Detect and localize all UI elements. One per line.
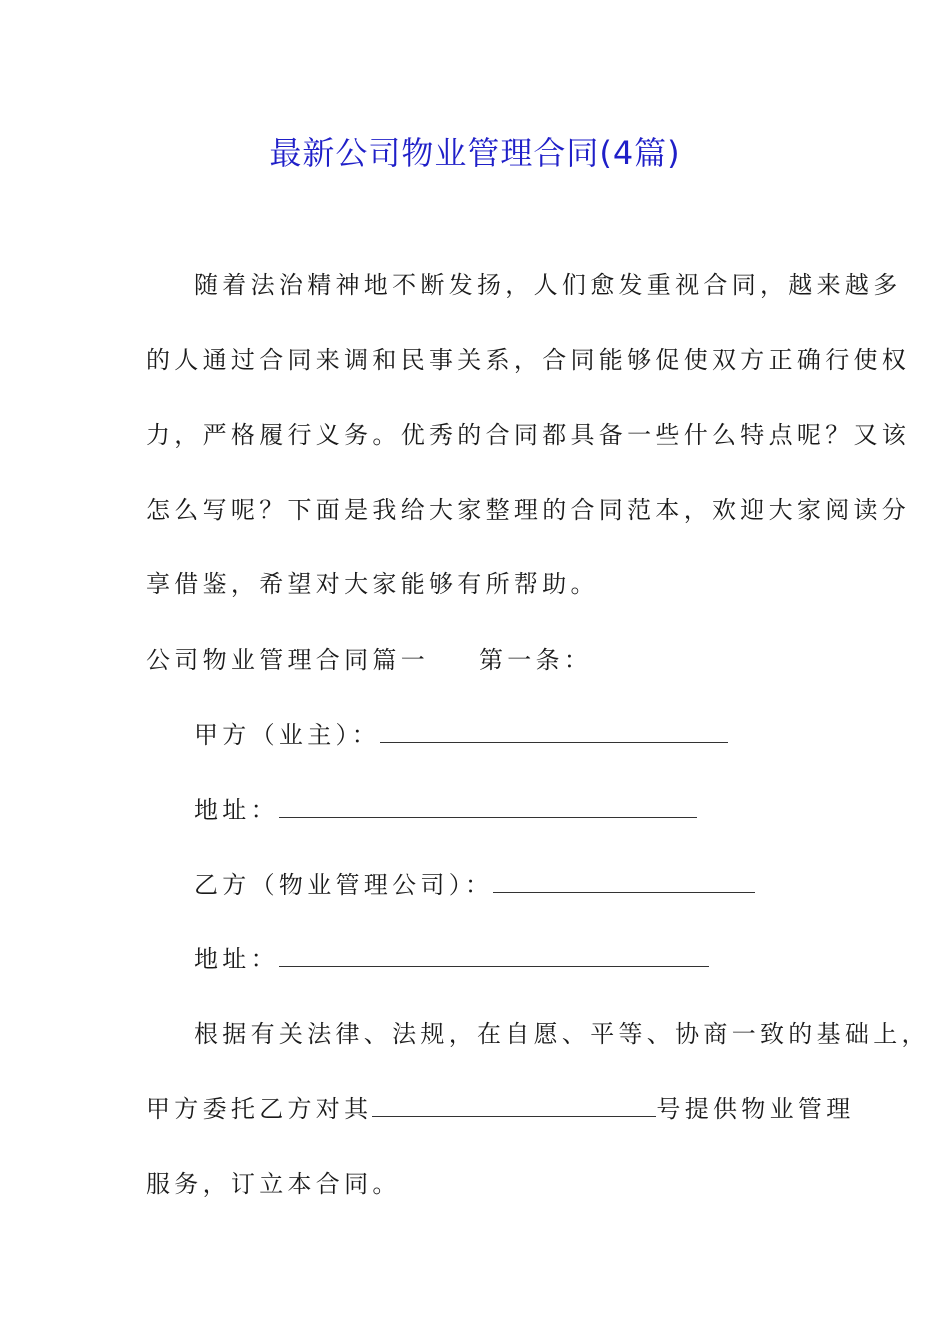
property-blank — [372, 1094, 656, 1117]
intro-line-3: 力，严格履行义务。优秀的合同都具备一些什么特点呢？又该 — [146, 421, 911, 449]
party-a-label: 甲方（业主）： — [194, 721, 381, 749]
party-a-address-row — [194, 793, 697, 827]
intro-line-4: 怎么写呢？下面是我给大家整理的合同范本，欢迎大家阅读分 — [146, 496, 911, 524]
intro-line-5: 享借鉴，希望对大家能够有所帮助。 — [146, 570, 599, 598]
basis-prefix: 甲方委托乙方对其 — [146, 1095, 373, 1123]
party-a-blank — [380, 720, 728, 743]
intro-line-2: 的人通过合同来调和民事关系，合同能够促使双方正确行使权 — [146, 346, 911, 374]
party-a-address-blank — [279, 795, 697, 818]
article-label: 第一条： — [479, 646, 593, 674]
party-b-address-label: 地址： — [194, 945, 279, 973]
party-b-blank — [493, 870, 755, 893]
document-title: 最新公司物业管理合同(4篇) — [269, 134, 681, 172]
party-b-address-blank — [279, 944, 709, 967]
section-heading: 公司物业管理合同篇一 — [146, 646, 429, 674]
party-a-row — [194, 718, 728, 752]
party-b-row — [194, 868, 755, 902]
basis-line-3: 服务，订立本合同。 — [146, 1170, 401, 1198]
basis-line-2 — [146, 1092, 855, 1126]
party-a-address-label: 地址： — [194, 796, 279, 824]
party-b-address-row — [194, 942, 709, 976]
section-heading-row — [146, 643, 592, 677]
party-b-label: 乙方（物业管理公司）： — [194, 871, 494, 899]
basis-line-1: 根据有关法律、法规，在自愿、平等、协商一致的基础上， — [194, 1020, 930, 1048]
basis-suffix: 号提供物业管理 — [656, 1095, 855, 1123]
intro-line-1: 随着法治精神地不断发扬，人们愈发重视合同，越来越多 — [194, 271, 902, 299]
